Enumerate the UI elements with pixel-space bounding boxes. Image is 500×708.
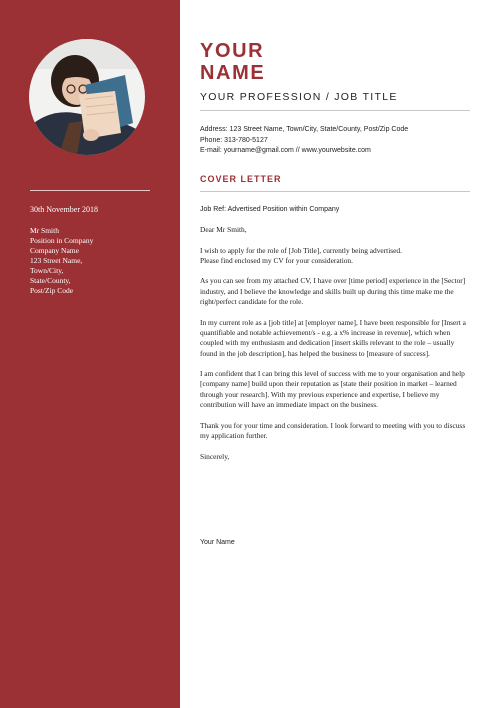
contact-address: Address: 123 Street Name, Town/City, State/County, Post/Zip Code <box>200 126 409 133</box>
recipient-line: 123 Street Name, <box>30 256 83 265</box>
letter-paragraph-5: Thank you for your time and consideration. I look forward to meeting with you to discuss my application further. <box>200 420 466 440</box>
name-line-2: NAME <box>200 62 266 84</box>
header-divider <box>200 110 470 111</box>
section-title-cover-letter: COVER LETTER <box>200 174 282 184</box>
paragraph-1-line-1: I wish to apply for the role of [Job Title], currently being advertised. <box>200 245 402 255</box>
recipient-line: State/County, <box>30 276 71 285</box>
recipient-line: Company Name <box>30 246 79 255</box>
signature-name: Your Name <box>200 539 235 546</box>
section-divider <box>200 191 470 192</box>
sidebar-divider <box>30 190 150 191</box>
paragraph-1-line-2: Please find enclosed my CV for your consideration. <box>200 255 353 265</box>
applicant-name <box>200 40 265 84</box>
letter-paragraph-3: In my current role as a [job title] at [employer name], I have been responsible for [Insert a quantifiable and notable achievement/s - e.g. a x% increase in revenue], which when coupled with my enthusiasm and dedication [insert skills relevant to the role – usually found in the job description], has helped the business to [measure of success]. <box>200 317 466 358</box>
name-line-1: YOUR <box>200 40 265 62</box>
recipient-line: Post/Zip Code <box>30 286 74 295</box>
job-reference: Job Ref: Advertised Position within Company <box>200 206 340 213</box>
recipient-address <box>30 226 93 296</box>
letter-paragraph-2: As you can see from my attached CV, I have over [time period] experience in the [Sector] industry, and I believe the knowledge and skills built up during this time make me the right/perfect candidate for the role. <box>200 276 466 307</box>
closing: Sincerely, <box>200 451 230 461</box>
profile-photo-illustration <box>29 39 145 155</box>
letter-paragraph-1 <box>200 246 470 267</box>
contact-details <box>200 125 408 157</box>
recipient-line: Position in Company <box>30 236 94 245</box>
letter-date: 30th November 2018 <box>30 205 98 214</box>
recipient-line: Mr Smith <box>30 226 59 235</box>
letter-paragraph-4: I am confident that I can bring this level of success with me to your organisation and help [company name] build upon their reputation as [state their position in market – learned through your research]. With my previous experience and expertise, I believe my contribution will have an immediate impact on the business. <box>200 369 465 410</box>
profile-photo <box>29 39 145 155</box>
salutation: Dear Mr Smith, <box>200 225 247 234</box>
profession-title: YOUR PROFESSION / JOB TITLE <box>200 91 398 103</box>
contact-phone: Phone: 313-780-5127 <box>200 136 268 144</box>
sidebar <box>0 0 180 708</box>
contact-email-website: E-mail: yourname@gmail.com // www.yourwebsite.com <box>200 147 371 154</box>
recipient-line: Town/City, <box>30 266 64 275</box>
letter-body <box>200 225 470 472</box>
